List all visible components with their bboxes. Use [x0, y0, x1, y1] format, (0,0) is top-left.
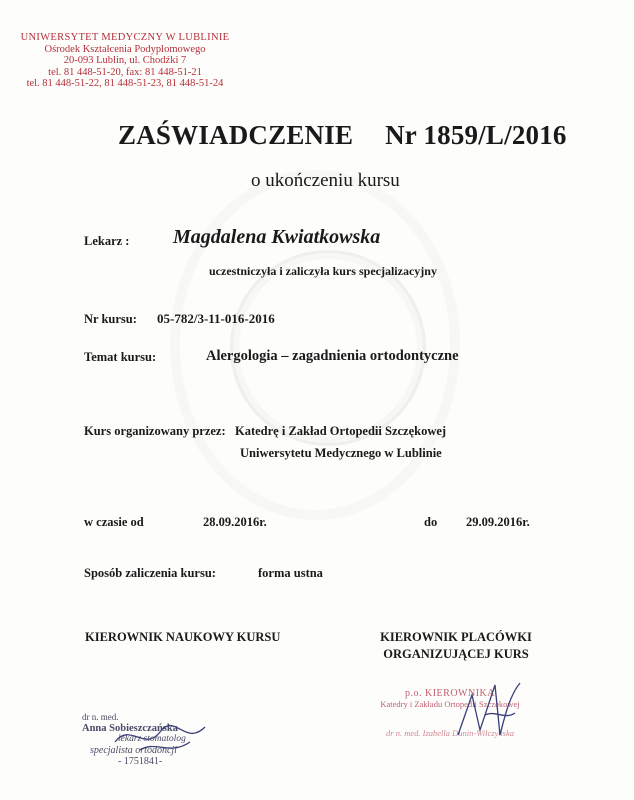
completion-mode: forma ustna — [258, 566, 323, 580]
certificate-subtitle: o ukończeniu kursu — [251, 170, 400, 191]
doctor-name: Magdalena Kwiatkowska — [173, 226, 381, 248]
completion-text: uczestniczyła i zaliczyła kurs specjalizacyjny — [209, 264, 437, 278]
right-heading-line-2: ORGANIZUJĄCEJ KURS — [383, 647, 529, 661]
course-topic: Alergologia – zagadnienia ortodontyczne — [206, 348, 459, 364]
left-stamp-line3: lekarz stomatolog — [118, 734, 186, 744]
doctor-label: Lekarz : — [84, 234, 130, 248]
header-line-address: 20-093 Lublin, ul. Chodźki 7 — [63, 55, 187, 66]
right-signature-heading — [356, 629, 556, 663]
right-stamp-line2: Katedry i Zakładu Ortopedii Szczękowej — [380, 699, 520, 709]
right-stamp-line1: p.o. KIEROWNIKA — [405, 688, 495, 699]
left-stamp-title: dr n. med. — [82, 712, 119, 722]
organizer-label: Kurs organizowany przez: — [84, 424, 226, 438]
left-stamp-name: Anna Sobieszczańska — [82, 723, 178, 734]
certificate-title — [118, 120, 567, 151]
left-stamp-line4: specjalista ortodoncji — [90, 745, 177, 756]
header-line-phone-fax: tel. 81 448-51-20, fax: 81 448-51-21 — [48, 66, 202, 78]
period-label: w czasie od — [84, 515, 144, 529]
certificate-number: Nr 1859/L/2016 — [385, 120, 567, 150]
left-stamp-number: - 1751841- — [118, 756, 163, 767]
header-line-phones: tel. 81 448-51-22, 81 448-51-23, 81 448-51-24 — [26, 78, 224, 89]
course-topic-label: Temat kursu: — [84, 350, 157, 364]
header-line-university: UNIWERSYTET MEDYCZNY W LUBLINIE — [20, 32, 230, 43]
institution-header — [0, 32, 250, 90]
course-number: 05-782/3-11-016-2016 — [157, 311, 275, 326]
organizer-line-2: Uniwersytetu Medycznego w Lublinie — [240, 446, 442, 460]
date-to: 29.09.2016r. — [466, 515, 530, 529]
date-to-label: do — [424, 515, 438, 529]
right-signature-scribble — [450, 675, 530, 750]
left-signature-heading: KIEROWNIK NAUKOWY KURSU — [85, 630, 281, 644]
right-stamp-line3: dr n. med. Izabella Dunin-Wilczyńska — [386, 728, 514, 738]
certificate-title-word: ZAŚWIADCZENIE — [118, 120, 354, 150]
right-heading-line-1: KIEROWNIK PLACÓWKI — [380, 630, 532, 644]
date-from: 28.09.2016r. — [203, 515, 267, 529]
course-number-label: Nr kursu: — [84, 312, 137, 326]
completion-mode-label: Sposób zaliczenia kursu: — [84, 566, 216, 580]
organizer-line-1: Katedrę i Zakład Ortopedii Szczękowej — [235, 424, 447, 438]
left-signature-scribble — [110, 712, 220, 762]
header-line-center: Ośrodek Kształcenia Podyplomowego — [44, 43, 206, 55]
